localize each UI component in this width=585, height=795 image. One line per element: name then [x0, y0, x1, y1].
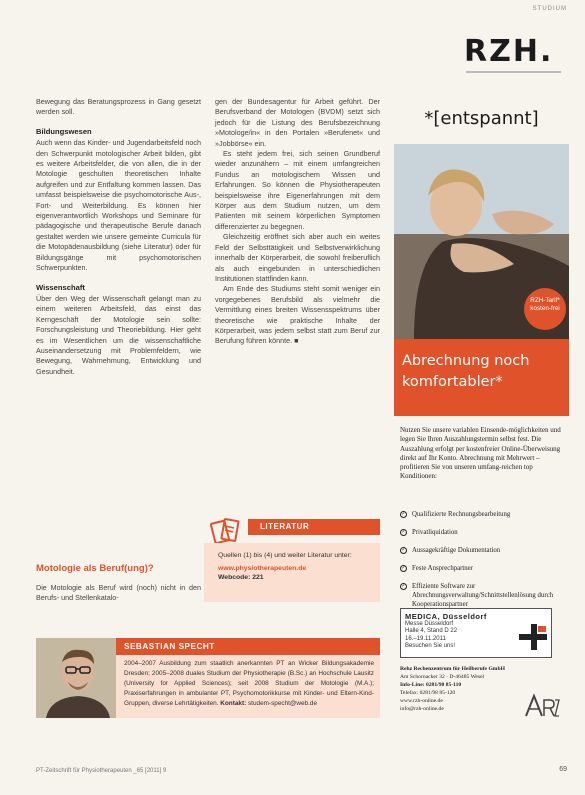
literatur-body: [204, 543, 380, 602]
list-item: ✓ Privatliquidation: [401, 529, 458, 536]
medica-invite: Besuchen Sie uns!: [405, 643, 456, 650]
article-column-2: [215, 97, 380, 347]
ad-contact: [400, 665, 520, 713]
paragraph: Über den Weg der Wissenschaft gelangt man zu einem weiteren Arbeitsfeld, das einst das Kerngeschäft der Motologie sein sollte: Forschungsleistung und Theoriebildung. Hier geht es im Wesentlichen um die wissenschaftliche Auseinandersetzung mit Problemfeldern, wie Bewegung, Wahrnehmung, Entwicklung und Gesundheit.: [36, 293, 201, 376]
paragraph: gen der Bundesagentur für Arbeit geführt. Der Berufsverband der Motologen (BVDM) setzt sich jedoch für die Listung des Berufsbezeichnung »Motologe/in« in den Portalen »Berufenet« und »Jobbörse« ein.: [215, 97, 380, 148]
list-item: ✓ Feste Ansprechpartner: [401, 565, 473, 572]
author-portrait-icon: [36, 638, 116, 718]
author-bio-text: 2004–2007 Ausbildung zum staatlich anerkannten PT an Wicker Bildungsakademie Dresden; 2005–2008 duales Studium der Physiotherapie (B.Sc.) an Hochschule Lausitz (University for Applied Sciences); seit 2008 Studium der Motologie (M.A.); Praxiserfahrungen in ambulanter PT, Psychomotorikkurse mit Kinder- und Eltern-Kind-Gruppen, diverse Lehrtätigkeiten.: [124, 660, 374, 707]
medica-stand: Halle 4, Stand D 22: [405, 628, 458, 635]
advertisement: [394, 20, 569, 762]
medica-logo-icon: [519, 624, 547, 650]
paragraph: Auch wenn das Kinder- und Jugendarbeitsfeld noch den Schwerpunkt motologischer Arbeit bilden, gibt es weitere Arbeitsfelder, die von allen, die in der Motologie geschulten theoretischen Inhalte aufgreifen und zur Entfaltung kommen lassen. Das umfasst beispielsweise die psychomotorische Aus-, Fort- und Weiterbildung. Es können hier eigenverantwortlich Workshops und Seminare für pädagogische und therapeutische Berufe danach gestaltet werden wie unsere gemeinte Curricula für die Motopädenausbildung (siehe Literatur) oder für Bildungsgänge mit psychomotorischen Schwerpunkten.: [36, 138, 201, 273]
check-circle-icon: ✓: [401, 512, 406, 517]
author-contact-label: Kontakt:: [220, 700, 247, 707]
author-email[interactable]: studem-specht@web.de: [247, 700, 317, 707]
ad-website[interactable]: www.rzh-online.de: [400, 698, 443, 704]
paragraph: Die Motologie als Beruf wird (noch) nicht in den Berufs- und Stellenkatalo-: [36, 583, 201, 603]
ad-headline-line2: komfortabler*: [402, 374, 503, 390]
paragraph: Gleichzeitig eröffnet sich aber auch ein weites Feld der Selbsttätigkeit und Selbstverwirklichung innerhalb der Körperarbeit, die sowohl freiberuflich als auch eingebunden in unterschiedlichen Institutionen stattfinden kann.: [215, 232, 380, 283]
medica-date: 16.–19.11.2011: [405, 635, 446, 642]
list-item: ✓ Qualifizierte Rechnungsbearbeitung: [401, 511, 511, 518]
ad-fax: Telefax: 0281/98 85-120: [400, 690, 456, 696]
article-column-1: [36, 97, 201, 377]
books-icon: [210, 516, 246, 546]
paragraph: Am Ende des Studiums steht somit weniger ein vorgegebenes Berufsbild als vielmehr die Vermittlung eines breiten Wissensspektrums über theoretische wie praktische Inhalte der Körperarbeit, was jedem selbst statt zum Beruf zur Berufung führen könnte. ■: [215, 284, 380, 346]
medica-title: MEDICA, Düsseldorf: [405, 612, 487, 621]
check-circle-icon: ✓: [401, 548, 406, 553]
article-column-3: [36, 583, 201, 604]
literatur-heading: LITERATUR: [248, 519, 380, 535]
subheading-beruf: Motologie als Beruf(ung)?: [36, 563, 154, 574]
medica-box: [400, 608, 552, 658]
ad-headline-box: [394, 339, 569, 416]
paragraph: Bewegung das Beratungsprozess in Gang gesetzt werden soll.: [36, 97, 201, 117]
author-name: SEBASTIAN SPECHT: [116, 638, 380, 655]
author-photo: [36, 638, 116, 718]
arz-logo-icon: [522, 692, 560, 720]
section-tag: STUDIUM: [532, 6, 567, 12]
paragraph: Es steht jedem frei, sich seinen Grundberuf wieder anzunähern – mit einem umfangreichen Fundus an motologischem Wissen und Erfahrungen. So können die Physiotherapeuten beispielsweise ihre Eigenerfahrungen mit dem Körper aus dem Studium nutzen, um dem Patienten mit seinem körperlichen Symptomen differenzierter zu begegnen.: [215, 149, 380, 231]
ad-tagline: *[entspannt]: [424, 108, 539, 129]
ad-email[interactable]: info@rzh-online.de: [400, 706, 444, 712]
page-number: 69: [559, 766, 567, 773]
ad-headline-line1: Abrechnung noch: [402, 353, 530, 369]
literatur-text: Quellen (1) bis (4) und weiter Literatur unter:: [218, 552, 352, 559]
list-item: ✓ Effiziente Software zur Abrechnungsverwaltung/Schnittstellenlösung durch Kooperationspartner: [401, 583, 554, 608]
literatur-box: [204, 516, 380, 602]
medica-venue: Messe Düsseldorf: [405, 621, 454, 627]
ad-logo-box: [394, 20, 569, 82]
literatur-webcode: Webcode: 221: [218, 574, 264, 581]
subheading-wissenschaft: Wissenschaft: [36, 282, 85, 292]
ad-phone: Info-Line: 0281/98 85-110: [400, 682, 462, 688]
rzh-logo: RZH.: [464, 34, 554, 69]
rzh-tarif-badge: RZH-Tarif* kosten-frei: [524, 288, 566, 330]
list-item: ✓ Aussagekräftige Dokumentation: [401, 547, 501, 554]
logo-underline: [466, 71, 561, 73]
ad-company: Rehz Rechenzentrum für Heilberufe GmbH: [400, 666, 505, 672]
ad-benefit-list: [400, 510, 566, 618]
subheading-bildungswesen: Bildungswesen: [36, 126, 92, 136]
footer-publication: PT-Zeitschrift für Physiotherapeuten _65 [2011] 9: [36, 768, 167, 774]
ad-address: Am Schornacker 32 · D-46485 Wesel: [400, 674, 485, 680]
check-circle-icon: ✓: [401, 530, 406, 535]
ad-intro: Nutzen Sie unsere variablen Einsende-möglichkeiten und legen Sie Ihren Auszahlungstermin selbst fest. Die Auszahlung erfolgt per kostenfreier Online-Überweisung direkt auf Ihr Konto. Abrechnung mit Mehrwert – profitieren Sie von unseren umfang-reichen top Konditionen:: [400, 426, 561, 481]
check-circle-icon: ✓: [401, 584, 406, 589]
author-bio: [116, 655, 380, 718]
check-circle-icon: ✓: [401, 566, 406, 571]
literatur-url[interactable]: www.physiotherapeuten.de: [218, 565, 307, 572]
